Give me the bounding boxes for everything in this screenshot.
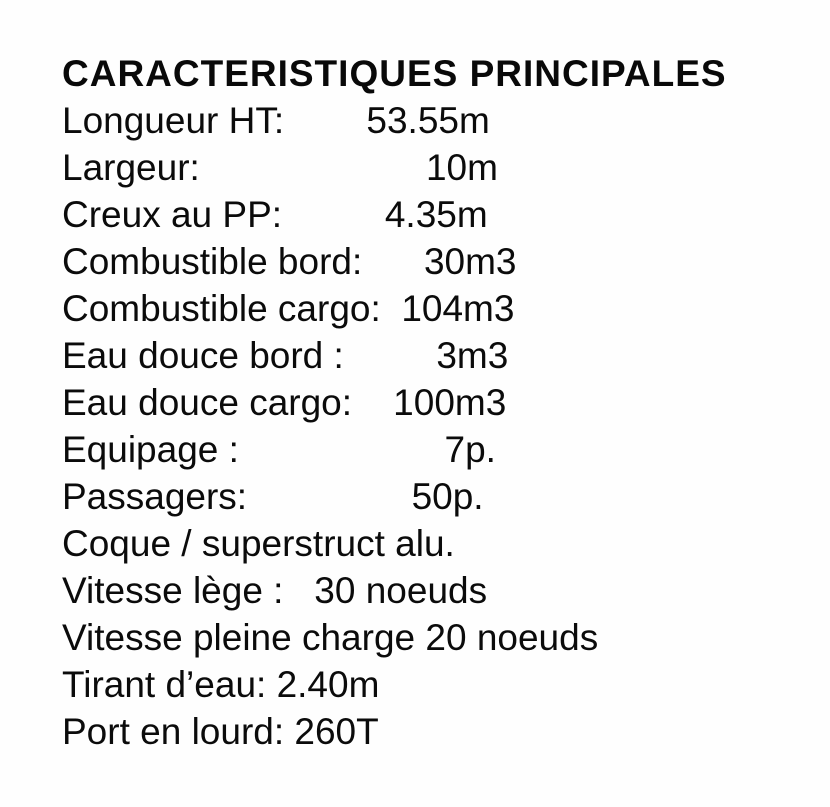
spec-line-coque-superstruct: Coque / superstruct alu. xyxy=(62,523,455,564)
spec-line-combustible-cargo: Combustible cargo: 104m3 xyxy=(62,288,515,329)
page-title: CARACTERISTIQUES PRINCIPALES xyxy=(62,53,727,94)
spec-line-eau-douce-cargo: Eau douce cargo: 100m3 xyxy=(62,382,507,423)
spec-line-vitesse-lege: Vitesse lège : 30 noeuds xyxy=(62,570,488,611)
spec-line-creux-au-pp: Creux au PP: 4.35m xyxy=(62,194,488,235)
spec-line-eau-douce-bord: Eau douce bord : 3m3 xyxy=(62,335,509,376)
spec-line-port-en-lourd: Port en lourd: 260T xyxy=(62,711,379,752)
spec-line-equipage: Equipage : 7p. xyxy=(62,429,496,470)
spec-line-largeur: Largeur: 10m xyxy=(62,147,498,188)
spec-line-vitesse-pleine-charge: Vitesse pleine charge 20 noeuds xyxy=(62,617,599,658)
specs-text-block xyxy=(62,50,810,755)
spec-line-passagers: Passagers: 50p. xyxy=(62,476,484,517)
spec-line-longueur-ht: Longueur HT: 53.55m xyxy=(62,100,490,141)
spec-line-tirant-eau: Tirant d’eau: 2.40m xyxy=(62,664,380,705)
spec-line-combustible-bord: Combustible bord: 30m3 xyxy=(62,241,517,282)
